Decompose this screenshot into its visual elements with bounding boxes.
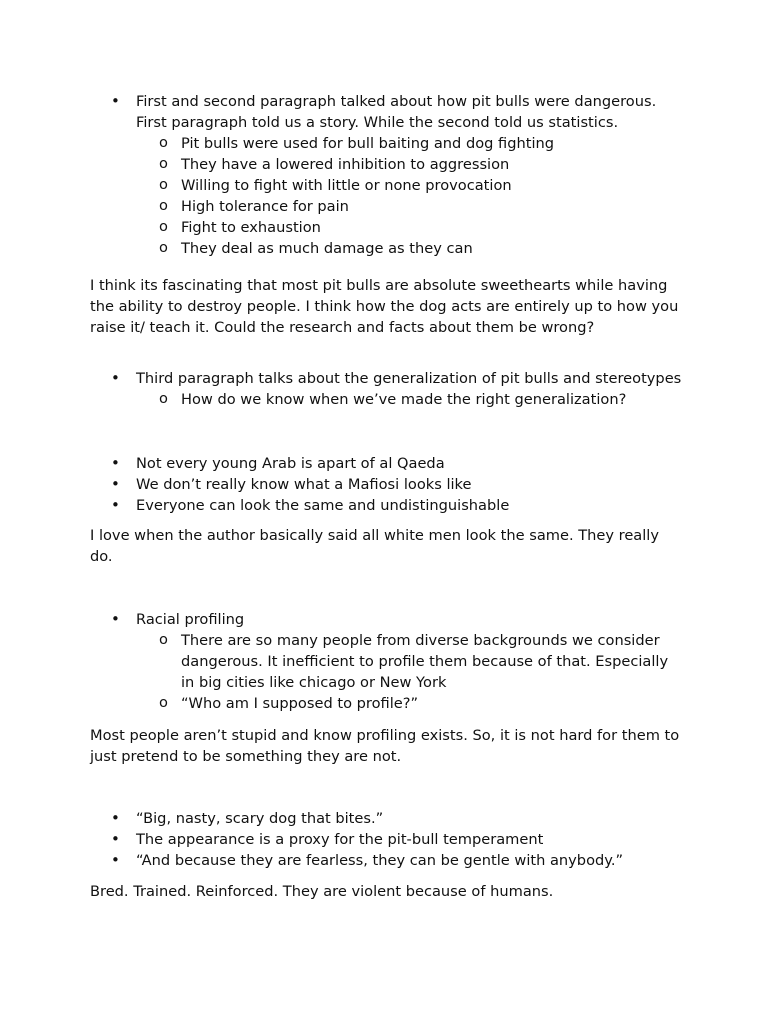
- sub-list-item-text: How do we know when we’ve made the right generalization?: [181, 391, 627, 408]
- list-item: [0, 808, 768, 829]
- bullet-glyph: •: [111, 369, 120, 387]
- sub-bullet-glyph: o: [159, 197, 168, 214]
- bullet-list-1: [0, 91, 768, 259]
- bullet-glyph: •: [111, 475, 120, 493]
- list-item-text: “Big, nasty, scary dog that bites.”: [136, 810, 384, 827]
- sub-list-item: [136, 196, 682, 217]
- list-item-text: Not every young Arab is apart of al Qaeda: [136, 455, 445, 472]
- list-item: [0, 609, 768, 714]
- sub-list: [136, 133, 682, 259]
- paragraph-4: Bred. Trained. Reinforced. They are violent because of humans.: [90, 883, 554, 900]
- sub-bullet-glyph: o: [159, 218, 168, 235]
- sub-list-item: [136, 154, 682, 175]
- sub-bullet-glyph: o: [159, 631, 168, 648]
- sub-bullet-glyph: o: [159, 134, 168, 151]
- sub-list-item-text: Fight to exhaustion: [181, 219, 321, 236]
- sub-list: [136, 389, 682, 410]
- bullet-list-3: [0, 453, 768, 516]
- list-item-text: Racial profiling: [136, 611, 245, 628]
- list-item-text: Everyone can look the same and undistinguishable: [136, 497, 510, 514]
- list-item: [0, 453, 768, 474]
- sub-list-item-text: There are so many people from diverse backgrounds we consider dangerous. It inefficient to profile them because of that. Especially in big cities like chicago or New York: [181, 632, 669, 691]
- bullet-glyph: •: [111, 830, 120, 848]
- sub-bullet-glyph: o: [159, 239, 168, 256]
- sub-list-item-text: “Who am I supposed to profile?”: [181, 695, 419, 712]
- list-item-text: The appearance is a proxy for the pit-bull temperament: [136, 831, 544, 848]
- sub-bullet-glyph: o: [159, 176, 168, 193]
- bullet-list-5: [0, 808, 768, 871]
- list-item-text: Third paragraph talks about the generalization of pit bulls and stereotypes: [136, 370, 682, 387]
- list-item: [0, 91, 768, 259]
- bullet-glyph: •: [111, 496, 120, 514]
- sub-list-item: [136, 630, 682, 693]
- paragraph-2: I love when the author basically said all white men look the same. They really do.: [90, 527, 659, 565]
- sub-list-item-text: High tolerance for pain: [181, 198, 349, 215]
- sub-list-item-text: They have a lowered inhibition to aggression: [181, 156, 510, 173]
- sub-list-item: [136, 133, 682, 154]
- bullet-list-4: [0, 609, 768, 714]
- sub-list-item: [136, 238, 682, 259]
- list-item: [0, 368, 768, 410]
- paragraph-3: Most people aren’t stupid and know profiling exists. So, it is not hard for them to just pretend to be something they are not.: [90, 727, 680, 765]
- list-item: [0, 850, 768, 871]
- sub-bullet-glyph: o: [159, 390, 168, 407]
- bullet-glyph: •: [111, 454, 120, 472]
- sub-list: [136, 630, 682, 714]
- sub-bullet-glyph: o: [159, 694, 168, 711]
- sub-list-item-text: Willing to fight with little or none provocation: [181, 177, 512, 194]
- list-item-text: We don’t really know what a Mafiosi looks like: [136, 476, 472, 493]
- bullet-glyph: •: [111, 92, 120, 110]
- paragraph-1: I think its fascinating that most pit bulls are absolute sweethearts while having the ability to destroy people. I think how the dog acts are entirely up to how you raise it/ teach it. Could the research and facts about them be wrong?: [90, 277, 679, 336]
- list-item: [0, 474, 768, 495]
- sub-list-item-text: They deal as much damage as they can: [181, 240, 473, 257]
- bullet-list-2: [0, 368, 768, 410]
- list-item: [0, 495, 768, 516]
- sub-list-item: [136, 693, 682, 714]
- list-item-text: First and second paragraph talked about how pit bulls were dangerous. First paragraph told us a story. While the second told us statistics.: [136, 93, 657, 131]
- bullet-glyph: •: [111, 851, 120, 869]
- sub-bullet-glyph: o: [159, 155, 168, 172]
- sub-list-item: [136, 217, 682, 238]
- sub-list-item: [136, 175, 682, 196]
- bullet-glyph: •: [111, 809, 120, 827]
- sub-list-item-text: Pit bulls were used for bull baiting and dog fighting: [181, 135, 555, 152]
- list-item: [0, 829, 768, 850]
- list-item-text: “And because they are fearless, they can be gentle with anybody.”: [136, 852, 624, 869]
- sub-list-item: [136, 389, 682, 410]
- bullet-glyph: •: [111, 610, 120, 628]
